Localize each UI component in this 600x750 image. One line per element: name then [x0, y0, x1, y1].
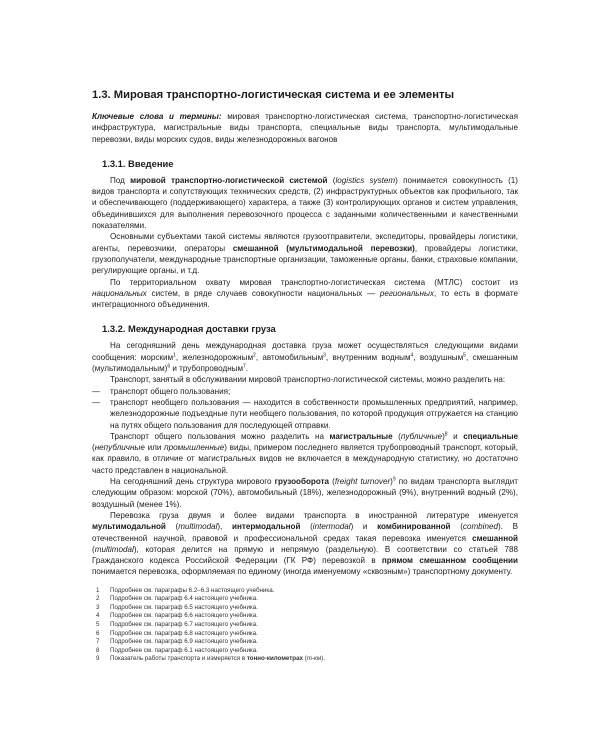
footnote-ref: 7 — [243, 363, 246, 370]
keywords-text: мировая транспортно-логистическая система, транспортно-логистическая инфраструктура, магистральные виды транспорта, специальные виды транспорта, мультимодальные перевозки, виды морских судов, виды железнодорожных вагонов — [92, 112, 518, 144]
footnote: 9 Показатель работы транспорта и измеряется в тонно-километрах (т-км). — [96, 655, 325, 663]
delivery-paragraph-1: На сегодняшний день международная доставка груза может осуществляться следующими видами сообщения: морским$^1$, железнодорожным$^2$, автомобильным$^3$, внутренним водным$^4$, воздушным$^5$, смешанным (мультимодальным)$^6$ и трубопроводным$^7$. — [92, 341, 518, 374]
footnote: 1 Подробнее см. параграфы 6.2–6.3 настоящего учебника. — [96, 586, 275, 594]
intro-paragraph-3: По территориальном охвату мировая транспортно-логистическая система (МТЛС) состоит из национальных систем, в ряде случаев совокупности национальных — региональных, то есть в формате интеграционного объединения. — [92, 277, 518, 310]
footnote-ref: 6 — [167, 363, 171, 370]
keywords-paragraph — [92, 111, 518, 145]
section-heading: 1.3. Мировая транспортно-логистическая система и ее элементы — [92, 89, 455, 101]
document-page — [92, 88, 518, 664]
list-item: — транспорт общего пользования; — [92, 386, 231, 396]
footnote-ref: 1 — [173, 352, 176, 359]
footnote: 5 Подробнее см. параграф 6.7 настоящего учебника. — [96, 621, 258, 629]
dash-marker: — — [92, 386, 101, 396]
footnote: 3 Подробнее см. параграф 6.5 настоящего учебника. — [96, 603, 258, 611]
footnote: 6 Подробнее см. параграф 6.8 настоящего учебника. — [96, 629, 258, 637]
dash-marker: — — [92, 397, 101, 407]
footnote-ref: 3 — [323, 352, 326, 359]
footnote-ref: 4 — [410, 352, 414, 359]
intro-paragraph-1: Под мировой транспортно-логистической системой (logistics system) понимается совокупность (1) видов транспорта и сопутствующих технических средств, (2) инфраструктурных объектов как профильного, так и обеспечивающего (поддерживающего) характера, а также (3) контролирующих органов и систем управления, объединившихся для выполнения перевозочного процесса с заданными количественными и качественными показателями. — [92, 175, 518, 231]
footnote: 2 Подробнее см. параграф 6.4 настоящего учебника. — [96, 595, 258, 603]
subsection-title-intro: 1.3.1. Введение — [102, 157, 174, 169]
footnote: 4 Подробнее см. параграф 6.6 настоящего учебника. — [96, 612, 258, 620]
delivery-paragraph-4: На сегодняшний день структура мирового грузооборота (freight turnover)$^9$ по видам транспорта выглядит следующим образом: морской (70%), автомобильный (18%), железнодорожный (9%), внутренний водный (2%), воздушный (менее 1%). — [92, 476, 518, 509]
footnotes — [92, 587, 518, 664]
footnote-ref: 5 — [463, 352, 466, 359]
delivery-paragraph-2: Транспорт, занятый в обслуживании мировой транспортно-логистической системы, можно разделить на: — [110, 375, 506, 385]
intro-paragraph-2: Основными субъектами такой системы являются грузоотправители, экспедиторы, провайдеры логистики, агенты, перевозчики, операторы смешанной (мультимодальной перевозки), провайдеры логистики, грузополучатели, международные транспортные организации, таможенные органы, банки, страховые компании, регулирующие органы, и т.д. — [92, 232, 518, 276]
footnote: 7 Подробнее см. параграф 6.9 настоящего учебника. — [96, 638, 258, 646]
subsection-title-delivery: 1.3.2. Международная доставки груза — [102, 323, 276, 335]
transport-types-list — [92, 386, 518, 431]
delivery-paragraph-5: Перевозка груза двумя и более видами транспорта в иностранной литературе именуется мультимодальной (multimodal), интермодальной (intermodal) и комбинированной (combined). В отечественной научной, правовой и профессиональной средах такая перевозка именуется смешанной (multimodal), которая делится на прямую и непрямую (раздельную). В соответствии со статьей 788 Гражданского кодекса Российской Федерации (ГК РФ) перевозкой в прямом смешанном сообщении понимается перевозка, оформляемая по единому (иногда именуемому «сквозным») транспортному документу. — [92, 510, 518, 577]
delivery-paragraph-3: Транспорт общего пользования можно разделить на магистральные (публичные)$^8$ и специальные (непубличные или промышленные) виды, примером последнего является трубопроводный транспорт, который, как правило, в отличие от магистральных видов не включается в международную статистику, но достаточно часто представлен в национальной. — [92, 431, 519, 475]
footnote: 8 Подробнее см. параграф 6.1 настоящего учебника. — [96, 646, 258, 654]
footnote-ref: 9 — [392, 476, 396, 483]
list-item: — транспорт необщего пользования — находится в собственности промышленных предприятий, например, железнодорожные подъездные пути необщего пользования, по которой продукция отгружается на станцию на путях общего пользования для последующей отправки. — [92, 397, 518, 430]
footnote-ref: 8 — [444, 431, 448, 438]
keywords-label: Ключевые слова и термины: — [92, 112, 222, 121]
footnote-ref: 2 — [253, 352, 256, 359]
